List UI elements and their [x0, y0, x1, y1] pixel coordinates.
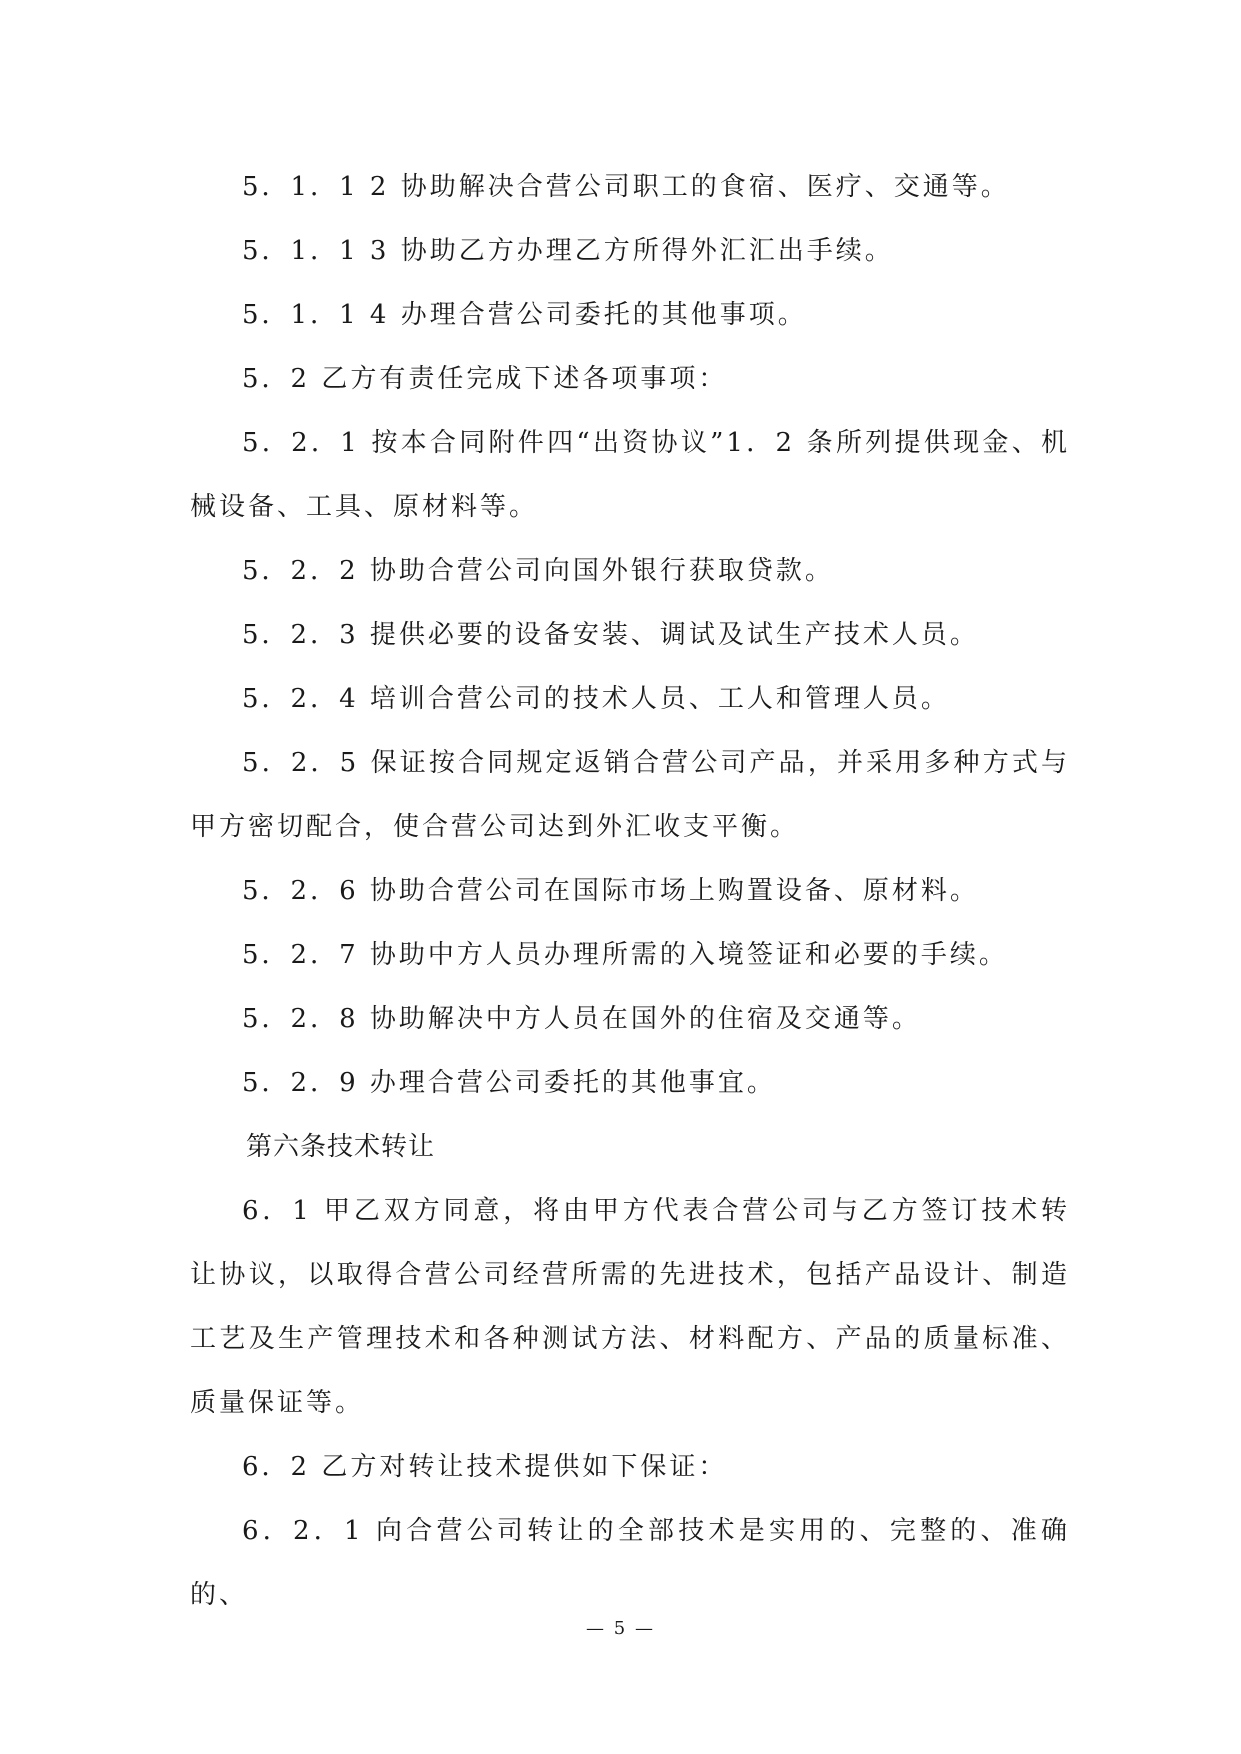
- paragraph-5-1-12: 5．1．1 2 协助解决合营公司职工的食宿、医疗、交通等。: [242, 172, 1010, 202]
- paragraph-5-2-7: 5．2．7 协助中方人员办理所需的入境签证和必要的手续。: [242, 940, 1008, 970]
- paragraph-5-2-4: 5．2．4 培训合营公司的技术人员、工人和管理人员。: [242, 684, 950, 714]
- paragraph-5-2-1: 5．2．1 按本合同附件四“出资协议”1．2 条所列提供现金、机械设备、工具、原材料等。: [190, 428, 1070, 522]
- paragraph-6-2-1: 6．2．1 向合营公司转让的全部技术是实用的、完整的、准确的、: [190, 1516, 1070, 1610]
- section-heading: 第六条技术转让: [246, 1132, 436, 1162]
- paragraph-5-2-8: 5．2．8 协助解决中方人员在国外的住宿及交通等。: [242, 1004, 921, 1034]
- paragraph-6-2: 6．2 乙方对转让技术提供如下保证：: [242, 1452, 728, 1482]
- paragraph-5-2-5: 5．2．5 保证按合同规定返销合营公司产品，并采用多种方式与甲方密切配合，使合营公司达到外汇收支平衡。: [190, 748, 1070, 842]
- paragraph-5-2-3: 5．2．3 提供必要的设备安装、调试及试生产技术人员。: [242, 620, 979, 650]
- paragraph-5-2: 5．2 乙方有责任完成下述各项事项：: [242, 364, 728, 394]
- document-body: [190, 155, 1070, 1627]
- paragraph-5-2-9: 5．2．9 办理合营公司委托的其他事宜。: [242, 1068, 776, 1098]
- paragraph-5-2-2: 5．2．2 协助合营公司向国外银行获取贷款。: [242, 556, 834, 586]
- paragraph-5-1-13: 5．1．1 3 协助乙方办理乙方所得外汇汇出手续。: [242, 236, 894, 266]
- paragraph-5-2-6: 5．2．6 协助合营公司在国际市场上购置设备、原材料。: [242, 876, 979, 906]
- page-number: — 5 —: [586, 1618, 655, 1639]
- paragraph-5-1-14: 5．1．1 4 办理合营公司委托的其他事项。: [242, 300, 807, 330]
- paragraph-6-1: 6．1 甲乙双方同意，将由甲方代表合营公司与乙方签订技术转让协议，以取得合营公司经营所需的先进技术，包括产品设计、制造工艺及生产管理技术和各种测试方法、材料配方、产品的质量标准、质量保证等。: [190, 1196, 1070, 1418]
